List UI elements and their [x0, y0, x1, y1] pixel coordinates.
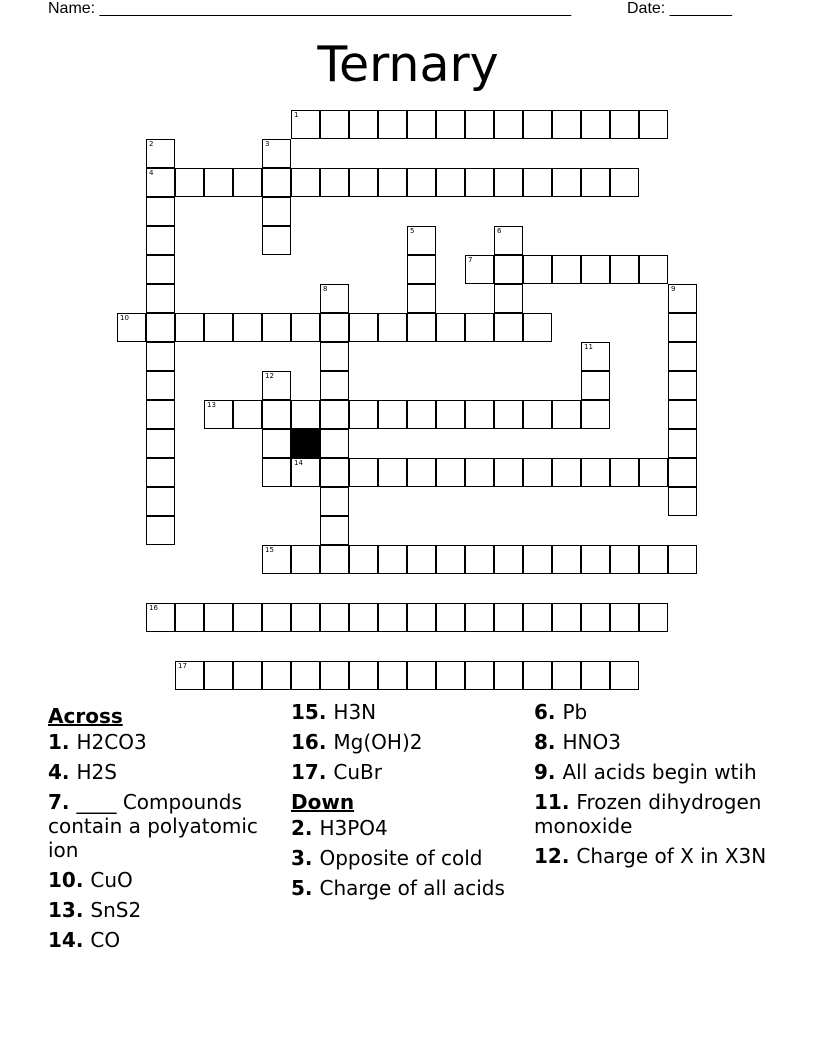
clue-item — [48, 868, 286, 892]
grid-cell[interactable] — [465, 110, 494, 139]
grid-cell[interactable] — [233, 400, 262, 429]
grid-cell[interactable] — [146, 255, 175, 284]
grid-cell[interactable] — [378, 458, 407, 487]
clue-number: 10 — [120, 314, 129, 322]
grid-cell[interactable] — [523, 168, 552, 197]
clue-number: 15 — [265, 546, 274, 554]
clue-item — [291, 730, 529, 754]
grid-cell[interactable] — [204, 603, 233, 632]
grid-cell[interactable] — [610, 603, 639, 632]
grid-cell[interactable] — [639, 110, 668, 139]
clue-number: 9 — [671, 285, 676, 293]
grid-cell[interactable] — [436, 603, 465, 632]
grid-cell[interactable] — [407, 313, 436, 342]
grid-cell[interactable] — [523, 545, 552, 574]
grid-cell[interactable] — [320, 545, 349, 574]
clue-item-text: Charge of all acids — [319, 876, 505, 900]
grid-cell[interactable] — [465, 168, 494, 197]
grid-cell[interactable] — [407, 255, 436, 284]
clue-number: 7 — [468, 256, 473, 264]
across-heading: Across — [48, 704, 123, 728]
grid-cell[interactable] — [146, 400, 175, 429]
clue-item-text: Opposite of cold — [319, 846, 483, 870]
grid-cell[interactable] — [146, 284, 175, 313]
grid-cell[interactable] — [581, 458, 610, 487]
clue-item-text: Charge of X in X3N — [576, 844, 767, 868]
grid-cell[interactable] — [320, 110, 349, 139]
clue-item-number: 4. — [48, 760, 77, 784]
grid-cell[interactable] — [407, 603, 436, 632]
grid-cell[interactable] — [581, 342, 610, 371]
grid-cell[interactable] — [320, 342, 349, 371]
grid-cell[interactable] — [581, 400, 610, 429]
clue-item-number: 2. — [291, 816, 320, 840]
grid-cell[interactable] — [523, 661, 552, 690]
grid-cell[interactable] — [552, 168, 581, 197]
grid-cell[interactable] — [349, 110, 378, 139]
clue-item-number: 1. — [48, 730, 77, 754]
grid-cell[interactable] — [639, 255, 668, 284]
clue-item-number: 13. — [48, 898, 91, 922]
grid-cell[interactable] — [233, 168, 262, 197]
grid-cell[interactable] — [639, 545, 668, 574]
grid-cell[interactable] — [523, 313, 552, 342]
grid-cell[interactable] — [465, 313, 494, 342]
clue-number: 16 — [149, 604, 158, 612]
clue-column-2 — [291, 700, 529, 906]
grid-cell[interactable] — [175, 168, 204, 197]
clue-number: 5 — [410, 227, 415, 235]
clue-item-text: SnS2 — [90, 898, 142, 922]
grid-cell[interactable] — [668, 429, 697, 458]
grid-cell[interactable] — [349, 400, 378, 429]
grid-cell[interactable] — [146, 313, 175, 342]
grid-cell[interactable] — [465, 661, 494, 690]
grid-cell[interactable] — [436, 168, 465, 197]
grid-cell[interactable] — [552, 603, 581, 632]
grid-cell[interactable] — [262, 661, 291, 690]
clue-item — [534, 844, 784, 868]
grid-cell[interactable] — [291, 313, 320, 342]
clue-item-text: H2S — [76, 760, 117, 784]
clue-item — [534, 760, 784, 784]
grid-cell[interactable] — [552, 255, 581, 284]
grid-cell[interactable] — [146, 371, 175, 400]
grid-cell[interactable] — [668, 342, 697, 371]
grid-cell[interactable] — [465, 255, 494, 284]
grid-cell[interactable] — [494, 168, 523, 197]
grid-cell[interactable] — [668, 313, 697, 342]
grid-cell[interactable] — [233, 661, 262, 690]
clue-item-text: ____ Compounds contain a polyatomic ion — [48, 790, 258, 862]
grid-cell[interactable] — [378, 603, 407, 632]
grid-cell[interactable] — [146, 487, 175, 516]
grid-cell[interactable] — [146, 226, 175, 255]
grid-cell[interactable] — [204, 168, 233, 197]
clue-item-number: 15. — [291, 700, 334, 724]
grid-cell[interactable] — [494, 545, 523, 574]
grid-cell[interactable] — [378, 400, 407, 429]
grid-cell[interactable] — [523, 110, 552, 139]
clue-column-1 — [48, 700, 286, 958]
grid-cell[interactable] — [378, 168, 407, 197]
clue-item-text: CuO — [90, 868, 133, 892]
grid-cell[interactable] — [494, 458, 523, 487]
grid-cell[interactable] — [610, 110, 639, 139]
clue-item-text: H3N — [333, 700, 377, 724]
grid-cell[interactable] — [146, 197, 175, 226]
grid-cell[interactable] — [378, 545, 407, 574]
name-field[interactable]: Name: _____________________________________________________ — [48, 0, 572, 17]
grid-cell[interactable] — [407, 110, 436, 139]
clue-item-text: Frozen dihydrogen monoxide — [534, 790, 762, 838]
grid-cell[interactable] — [494, 603, 523, 632]
grid-cell[interactable] — [668, 284, 697, 313]
grid-cell[interactable] — [407, 284, 436, 313]
clue-number: 6 — [497, 227, 502, 235]
grid-cell[interactable] — [436, 661, 465, 690]
grid-cell[interactable] — [320, 661, 349, 690]
grid-cell[interactable] — [320, 516, 349, 545]
grid-cell[interactable] — [146, 516, 175, 545]
grid-cell[interactable] — [378, 313, 407, 342]
clue-number: 13 — [207, 401, 216, 409]
grid-cell[interactable] — [494, 110, 523, 139]
grid-cell[interactable] — [552, 661, 581, 690]
grid-cell[interactable] — [523, 255, 552, 284]
clue-item-number: 14. — [48, 928, 91, 952]
clue-item-text: CO — [90, 928, 121, 952]
grid-cell[interactable] — [494, 661, 523, 690]
grid-cell[interactable] — [291, 661, 320, 690]
grid-cell[interactable] — [465, 400, 494, 429]
grid-cell[interactable] — [175, 661, 204, 690]
grid-cell[interactable] — [349, 661, 378, 690]
clue-number: 14 — [294, 459, 303, 467]
grid-cell[interactable] — [262, 545, 291, 574]
grid-cell[interactable] — [291, 400, 320, 429]
grid-cell[interactable] — [494, 255, 523, 284]
clue-number: 11 — [584, 343, 593, 351]
grid-cell[interactable] — [494, 313, 523, 342]
clue-item — [291, 816, 529, 840]
grid-cell[interactable] — [494, 284, 523, 313]
grid-cell[interactable] — [407, 661, 436, 690]
clue-item — [291, 760, 529, 784]
grid-cell[interactable] — [146, 139, 175, 168]
grid-cell[interactable] — [291, 168, 320, 197]
clue-item-number: 17. — [291, 760, 334, 784]
clue-item-number: 6. — [534, 700, 563, 724]
grid-cell[interactable] — [320, 603, 349, 632]
grid-cell[interactable] — [291, 603, 320, 632]
grid-cell[interactable] — [320, 313, 349, 342]
clue-item — [534, 730, 784, 754]
grid-cell[interactable] — [465, 603, 494, 632]
grid-cell[interactable] — [262, 371, 291, 400]
grid-cell[interactable] — [668, 487, 697, 516]
grid-cell[interactable] — [610, 458, 639, 487]
grid-cell[interactable] — [349, 168, 378, 197]
grid-cell[interactable] — [146, 342, 175, 371]
grid-cell[interactable] — [262, 429, 291, 458]
grid-cell[interactable] — [146, 458, 175, 487]
grid-cell[interactable] — [262, 168, 291, 197]
grid-cell[interactable] — [320, 429, 349, 458]
clue-item — [534, 790, 784, 838]
grid-cell[interactable] — [581, 110, 610, 139]
grid-cell[interactable] — [407, 400, 436, 429]
clue-item — [534, 700, 784, 724]
grid-cell[interactable] — [291, 110, 320, 139]
grid-cell[interactable] — [494, 226, 523, 255]
clue-item-number: 5. — [291, 876, 320, 900]
grid-cell[interactable] — [436, 110, 465, 139]
grid-cell[interactable] — [378, 110, 407, 139]
clue-item-text: CuBr — [333, 760, 382, 784]
clue-item-number: 7. — [48, 790, 77, 814]
grid-cell[interactable] — [552, 545, 581, 574]
clue-item-number: 9. — [534, 760, 563, 784]
clue-item-number: 16. — [291, 730, 334, 754]
grid-cell[interactable] — [320, 458, 349, 487]
grid-cell[interactable] — [581, 168, 610, 197]
clue-item-text: Pb — [562, 700, 588, 724]
grid-cell[interactable] — [552, 458, 581, 487]
grid-cell[interactable] — [610, 545, 639, 574]
grid-cell[interactable] — [465, 545, 494, 574]
clue-number: 3 — [265, 140, 270, 148]
grid-cell[interactable] — [407, 226, 436, 255]
grid-cell[interactable] — [581, 661, 610, 690]
grid-cell[interactable] — [581, 545, 610, 574]
grid-cell[interactable] — [320, 168, 349, 197]
grid-cell[interactable] — [204, 313, 233, 342]
grid-cell[interactable] — [610, 255, 639, 284]
grid-cell[interactable] — [262, 313, 291, 342]
grid-cell[interactable] — [407, 545, 436, 574]
date-field[interactable]: Date: _______ — [627, 0, 732, 17]
clue-item-number: 12. — [534, 844, 577, 868]
grid-cell[interactable] — [436, 458, 465, 487]
black-cell — [291, 429, 320, 458]
grid-cell[interactable] — [581, 603, 610, 632]
clue-item — [291, 846, 529, 870]
clue-item-number: 11. — [534, 790, 577, 814]
grid-cell[interactable] — [668, 458, 697, 487]
clue-column-3 — [534, 700, 784, 874]
clue-item-text: HNO3 — [562, 730, 621, 754]
clue-item — [291, 876, 529, 900]
grid-cell[interactable] — [349, 545, 378, 574]
grid-cell[interactable] — [262, 458, 291, 487]
grid-cell[interactable] — [668, 400, 697, 429]
grid-cell[interactable] — [349, 313, 378, 342]
grid-cell[interactable] — [436, 400, 465, 429]
clue-number: 1 — [294, 111, 299, 119]
grid-cell[interactable] — [204, 400, 233, 429]
grid-cell[interactable] — [523, 458, 552, 487]
grid-cell[interactable] — [262, 197, 291, 226]
grid-cell[interactable] — [523, 400, 552, 429]
grid-cell[interactable] — [262, 603, 291, 632]
grid-cell[interactable] — [581, 371, 610, 400]
grid-cell[interactable] — [146, 429, 175, 458]
grid-cell[interactable] — [407, 168, 436, 197]
grid-cell[interactable] — [494, 400, 523, 429]
grid-cell[interactable] — [610, 661, 639, 690]
grid-cell[interactable] — [233, 603, 262, 632]
clue-item — [48, 898, 286, 922]
clue-item-number: 10. — [48, 868, 91, 892]
grid-cell[interactable] — [146, 603, 175, 632]
puzzle-title: Ternary — [317, 36, 499, 93]
grid-cell[interactable] — [291, 545, 320, 574]
clue-item — [48, 790, 286, 862]
clue-number: 8 — [323, 285, 328, 293]
clue-item-number: 3. — [291, 846, 320, 870]
grid-cell[interactable] — [233, 313, 262, 342]
grid-cell[interactable] — [320, 284, 349, 313]
grid-cell[interactable] — [407, 458, 436, 487]
clue-item — [291, 700, 529, 724]
clue-number: 4 — [149, 169, 154, 177]
clue-item-text: All acids begin wtih — [562, 760, 757, 784]
clue-number: 2 — [149, 140, 154, 148]
grid-cell[interactable] — [262, 139, 291, 168]
clue-number: 12 — [265, 372, 274, 380]
grid-cell[interactable] — [117, 313, 146, 342]
down-heading: Down — [291, 790, 355, 814]
grid-cell[interactable] — [465, 458, 494, 487]
grid-cell[interactable] — [204, 661, 233, 690]
clue-number: 17 — [178, 662, 187, 670]
grid-cell[interactable] — [552, 110, 581, 139]
grid-cell[interactable] — [262, 226, 291, 255]
grid-cell[interactable] — [436, 313, 465, 342]
grid-cell[interactable] — [610, 168, 639, 197]
clue-item-text: H2CO3 — [76, 730, 147, 754]
grid-cell[interactable] — [639, 458, 668, 487]
clue-item-text: H3PO4 — [319, 816, 388, 840]
grid-cell[interactable] — [262, 400, 291, 429]
grid-cell[interactable] — [291, 458, 320, 487]
clue-item — [48, 760, 286, 784]
grid-cell[interactable] — [146, 168, 175, 197]
grid-cell[interactable] — [581, 255, 610, 284]
clue-item-text: Mg(OH)2 — [333, 730, 423, 754]
grid-cell[interactable] — [552, 400, 581, 429]
grid-cell[interactable] — [320, 400, 349, 429]
grid-cell[interactable] — [378, 661, 407, 690]
grid-cell[interactable] — [175, 603, 204, 632]
grid-cell[interactable] — [523, 603, 552, 632]
grid-cell[interactable] — [668, 371, 697, 400]
clue-item — [48, 730, 286, 754]
grid-cell[interactable] — [436, 545, 465, 574]
grid-cell[interactable] — [668, 545, 697, 574]
clue-item-number: 8. — [534, 730, 563, 754]
grid-cell[interactable] — [320, 487, 349, 516]
grid-cell[interactable] — [175, 313, 204, 342]
clue-item — [48, 928, 286, 952]
grid-cell[interactable] — [349, 603, 378, 632]
grid-cell[interactable] — [320, 371, 349, 400]
grid-cell[interactable] — [349, 458, 378, 487]
grid-cell[interactable] — [639, 603, 668, 632]
